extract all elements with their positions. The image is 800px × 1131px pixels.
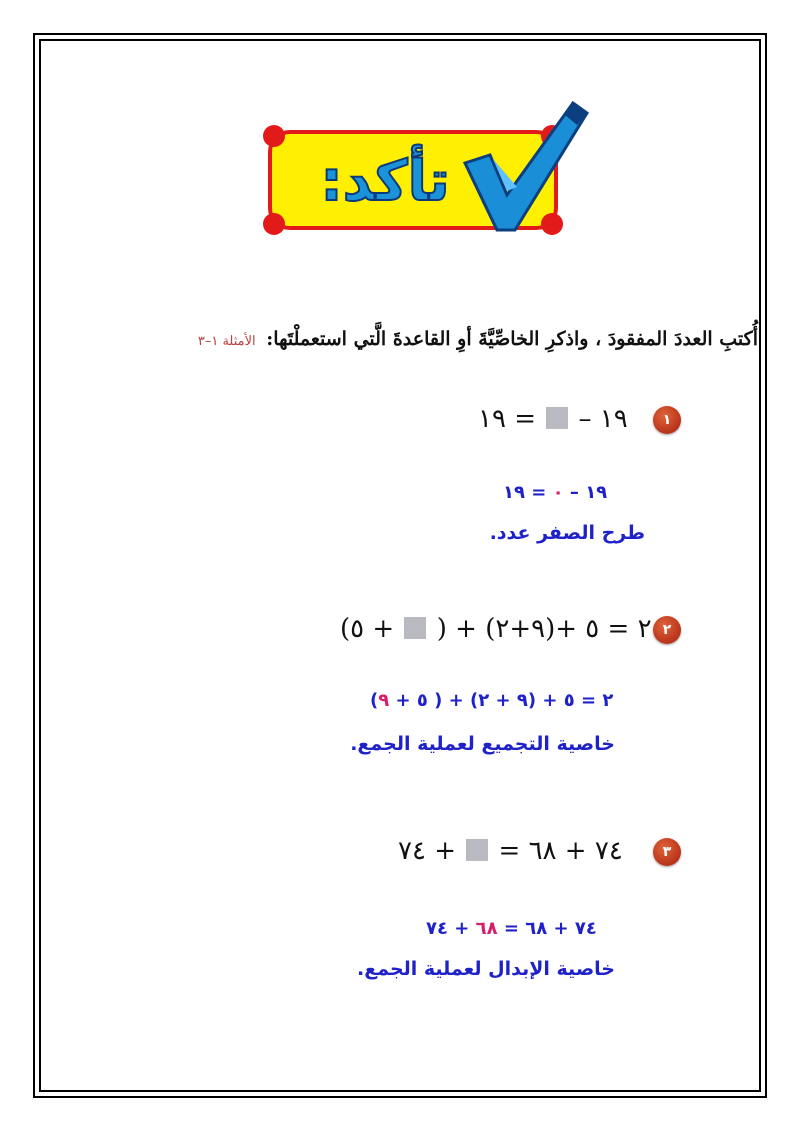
problem-2-answer: (٥ + ٩ ) + ٢ = ٥ + (٩ + ٢): [370, 690, 614, 711]
problem-3-answer: ٧٤ + ٦٨ = ٦٨ + ٧٤: [426, 918, 597, 939]
missing-number-box: [546, 407, 568, 429]
instruction-reference: الأمثلة ١–٣: [197, 334, 256, 349]
problem-2-badge: ٢: [653, 616, 681, 644]
problem-3-equation: ٧٤ + ٦٨ = + ٧٤: [398, 836, 623, 866]
missing-number-box: [466, 839, 488, 861]
problem-1-answer: ١٩ – ٠ = ١٩: [503, 482, 608, 503]
problem-1-property: طرح الصفر عدد.: [489, 522, 645, 544]
title-banner: [260, 95, 595, 255]
missing-number-box: [404, 617, 426, 639]
problem-3-property: خاصية الإبدال لعملية الجمع.: [357, 958, 615, 980]
problem-2-equation: (٥ + ) + ٢ = ٥ +(٩+٢): [340, 614, 652, 644]
problem-3-badge: ٣: [653, 838, 681, 866]
checkmark-icon: [445, 95, 595, 245]
problem-2-property: خاصية التجميع لعملية الجمع.: [350, 733, 615, 755]
banner-title: تأكد:: [320, 149, 450, 214]
problem-1-badge: ١: [653, 406, 681, 434]
instruction-line: [78, 328, 758, 350]
problem-1-equation: ١٩ – = ١٩: [478, 404, 628, 434]
instruction-text: أُكتبِ العددَ المفقودَ ، واذكرِ الخاصِّيَّةَ أوِ القاعدةَ الَّتي استعملْتَها:: [266, 328, 758, 350]
